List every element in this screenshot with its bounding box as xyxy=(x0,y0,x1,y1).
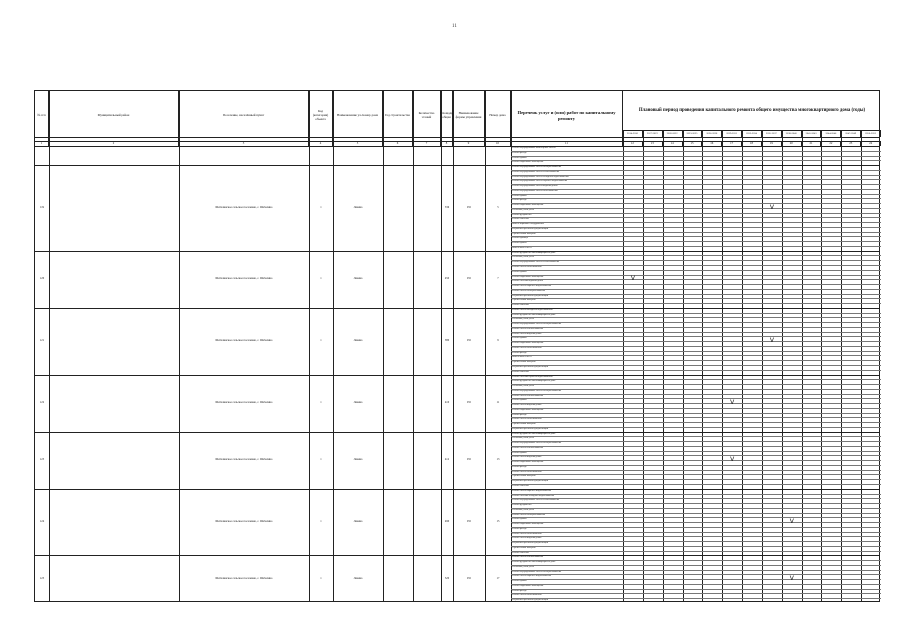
column-number: 10 xyxy=(485,141,511,146)
work-item: Ремонт систем газоснабжения xyxy=(512,470,542,473)
year-header: 2014-2016 xyxy=(623,131,643,137)
work-item: Ремонт отмостки xyxy=(512,551,529,554)
work-item: Ремонт внутридомовых систем электроснабжения xyxy=(512,570,562,573)
column-number: 12 xyxy=(623,141,643,146)
cell-area: 490 xyxy=(444,520,450,524)
work-item: Ремонт отмостки xyxy=(512,218,529,221)
year-header: 2017-2019 xyxy=(643,131,663,137)
work-item: Ремонт внутридомовых систем холодного водоснабжения xyxy=(512,175,569,178)
cell-house: 13 xyxy=(496,458,500,462)
work-item: Ремонт крыльца xyxy=(512,237,528,240)
cell-settlement: Шебалинское сельское поселение, с. Шебалино xyxy=(215,277,273,281)
work-item: Ремонт подвальных помещений xyxy=(512,342,544,345)
cell-house: 7 xyxy=(497,277,499,281)
cell-house: 5 xyxy=(497,205,499,209)
work-item: Разработка проектной документации xyxy=(512,294,549,297)
work-item: Ремонт внутридомовых систем электроснабжения xyxy=(512,442,562,445)
column-number: 17 xyxy=(722,141,742,146)
work-item: Разработка проектной документации xyxy=(512,480,549,483)
header-year: Год строительства xyxy=(383,91,413,141)
page-number: 11 xyxy=(452,24,457,29)
column-number: 14 xyxy=(663,141,683,146)
work-item: Ремонт фундамента многоквартирного дома xyxy=(512,251,556,254)
planned-period-mark: V xyxy=(730,456,735,464)
work-item: Установка узлов учёта xyxy=(512,256,534,259)
column-number: 2 xyxy=(49,141,179,146)
work-item: Замена окон в МОП xyxy=(512,356,532,359)
cell-form: РО xyxy=(467,401,471,405)
column-number: 7 xyxy=(413,141,441,146)
header-plan-period: Плановый период проведения капитального ремонта общего имущества многоквартирного дома (годы) xyxy=(623,91,881,131)
work-item: Замена лифтового оборудования xyxy=(512,223,544,226)
work-item: Замена окон в МОП xyxy=(512,246,532,249)
work-item: Строительный контроль xyxy=(512,423,536,426)
cell-settlement: Шебалинское сельское поселение, с. Шебалино xyxy=(215,205,273,209)
cell-no: 125 xyxy=(39,577,45,581)
year-header: 2032-2034 xyxy=(742,131,762,137)
cell-settlement: Шебалинское сельское поселение, с. Шебалино xyxy=(215,577,273,581)
planned-period-mark: V xyxy=(630,275,636,283)
work-item: Ремонт фундамента xyxy=(512,213,532,216)
column-number: 11 xyxy=(511,141,623,146)
column-number: 15 xyxy=(683,141,703,146)
cell-no: 123 xyxy=(39,458,45,462)
work-item: Ремонт внутридомовых систем электроснабжения xyxy=(512,323,562,326)
work-item: Ремонт системы водоотведения xyxy=(512,280,543,283)
year-header: 2047-2049 xyxy=(841,131,861,137)
work-item: Ремонт подвальных помещений xyxy=(512,204,544,207)
column-number: 8 xyxy=(441,141,453,146)
work-item: Ремонт внутридомовых инженерных систем xyxy=(512,147,556,149)
year-header: 2023-2025 xyxy=(683,131,703,137)
column-number: 3 xyxy=(179,141,309,146)
cell-area: 520 xyxy=(444,577,450,581)
cell-form: РО xyxy=(467,277,471,281)
work-item: Установка узлов учёта xyxy=(512,565,534,568)
work-item: Ремонт систем газоснабжения xyxy=(512,594,542,597)
work-item: Ремонт систем водоотведения xyxy=(512,456,542,459)
work-item: Ремонт фасада xyxy=(512,413,527,416)
cell-no: 124 xyxy=(39,520,45,524)
work-item: Установка узлов учёта xyxy=(512,508,534,511)
column-number: 13 xyxy=(643,141,663,146)
work-item: Ремонт системы холодного водоснабжения xyxy=(512,494,555,497)
work-item: Разработка проектной документации xyxy=(512,599,549,602)
cell-house: 17 xyxy=(496,577,500,581)
work-item: Ремонт крыши xyxy=(512,580,527,583)
cell-form: РО xyxy=(467,577,471,581)
work-item: Разработка проектной документации xyxy=(512,542,549,545)
header-works: Перечень услуг и (или) работ по капитальному ремонту xyxy=(511,91,623,141)
work-item: Ремонт подвальных помещений xyxy=(512,523,544,526)
planned-period-mark: V xyxy=(769,203,774,211)
column-number: 4 xyxy=(309,141,333,146)
year-header: 2020-2022 xyxy=(663,131,683,137)
work-item: Разработка проектной документации xyxy=(512,227,549,230)
year-header: 2044-2046 xyxy=(821,131,841,137)
work-item: Ремонт фундамента многоквартирного дома xyxy=(512,380,556,383)
work-item: Ремонт систем электроснабжения xyxy=(512,513,546,516)
column-number: 16 xyxy=(702,141,722,146)
work-item: Ремонт систем водоотведения xyxy=(512,332,542,335)
work-item: Ремонт систем теплоснабжения xyxy=(512,327,544,330)
header-floors: Количество этажей xyxy=(413,91,441,141)
work-item: Ремонт систем теплоснабжения xyxy=(512,446,544,449)
cell-form: РО xyxy=(467,458,471,462)
work-item: Строительный контроль xyxy=(512,546,536,549)
work-item: Ремонт крыши xyxy=(512,451,527,454)
cell-code: 1 xyxy=(320,205,322,209)
column-number: 20 xyxy=(782,141,802,146)
work-item: Ремонт фасада xyxy=(512,351,527,354)
work-item: Установка узлов учёта xyxy=(512,208,534,211)
cell-settlement: Шебалинское сельское поселение, с. Шебалино xyxy=(215,458,273,462)
year-header: 2029-2031 xyxy=(722,131,742,137)
cell-house: 15 xyxy=(496,520,500,524)
cell-street: Ленина xyxy=(353,401,363,405)
cell-area: 410 xyxy=(444,401,450,405)
work-item: Установка узлов учёта xyxy=(512,385,534,388)
cell-area: 380 xyxy=(444,339,450,343)
column-number: 21 xyxy=(802,141,822,146)
header-code: Код (категория) объекта xyxy=(309,91,333,141)
cell-code: 1 xyxy=(320,458,322,462)
cell-no: 121 xyxy=(39,339,45,343)
work-item: Ремонт внутридомовых систем газоснабжения xyxy=(512,189,558,192)
column-number: 19 xyxy=(762,141,782,146)
cell-area: 336 xyxy=(444,205,450,209)
work-item: Ремонт систем горячего водоснабжения xyxy=(512,489,552,492)
work-item: Ремонт фасада xyxy=(512,527,527,530)
work-item: Ремонт систем газоснабжения xyxy=(512,418,542,421)
work-item: Ремонт систем горячего водоснабжения xyxy=(512,575,552,578)
work-item: Ремонт фасада xyxy=(512,465,527,468)
work-item: Ремонт отмостки xyxy=(512,370,529,373)
cell-street: Ленина xyxy=(353,458,363,462)
cell-code: 1 xyxy=(320,401,322,405)
cell-code: 1 xyxy=(320,339,322,343)
header-street: Наименование ул./номер дома xyxy=(333,91,383,141)
column-number: 18 xyxy=(742,141,762,146)
cell-settlement: Шебалинское сельское поселение, с. Шебалино xyxy=(215,401,273,405)
work-item: Ремонт фундамента многоквартирного дома xyxy=(512,313,556,316)
column-number: 6 xyxy=(383,141,413,146)
header-number: № п/п xyxy=(35,91,49,141)
planned-period-mark: V xyxy=(730,399,735,407)
cell-no: 122 xyxy=(39,401,45,405)
work-item: Ремонт фундамента многоквартирного дома xyxy=(512,561,556,564)
work-item: Ремонт крыши xyxy=(512,337,527,340)
cell-code: 1 xyxy=(320,277,322,281)
work-item: Ремонт фундамента многоквартирного дома xyxy=(512,432,556,435)
cell-street: Ленина xyxy=(353,339,363,343)
work-item: Ремонт подвальных помещений xyxy=(512,461,544,464)
work-item: Ремонт подвальных помещений xyxy=(512,275,544,278)
work-item: Ремонт крыши xyxy=(512,518,527,521)
work-item: Установка узлов учёта xyxy=(512,437,534,440)
planned-period-mark: V xyxy=(789,518,794,526)
header-house: Номер дома xyxy=(485,91,511,141)
work-item: Ремонт систем газоснабжения xyxy=(512,266,542,268)
work-item: Ремонт подвальных помещений xyxy=(512,584,544,587)
work-item: Ремонт крыши xyxy=(512,194,527,197)
work-item: Ремонт систем водоотведения xyxy=(512,404,542,407)
year-header: 2050-2052 xyxy=(861,131,881,137)
work-item: Ремонт внутридомовых систем горячего водоснабжения xyxy=(512,180,568,183)
cell-house: 9 xyxy=(497,339,499,343)
cell-settlement: Шебалинское сельское поселение, с. Шебалино xyxy=(215,339,273,343)
header-form: Наименование формы управления xyxy=(453,91,485,141)
cell-code: 1 xyxy=(320,520,322,524)
work-item: Ремонт внутридомовых систем электроснабжения xyxy=(512,389,562,392)
year-header: 2035-2037 xyxy=(762,131,782,137)
work-item: Ремонт систем газоснабжения xyxy=(512,346,542,349)
cell-street: Ленина xyxy=(353,520,363,524)
work-item: Ремонт внутридомовых систем теплоснабжения xyxy=(512,499,560,502)
year-header: 2041-2043 xyxy=(802,131,822,137)
work-item: Ремонт фасада xyxy=(512,199,527,202)
work-item: Ремонт систем электроснабжения xyxy=(512,289,546,292)
work-item: Ремонт внутридомовых систем теплоснабжения xyxy=(512,170,560,173)
work-item: Ремонт систем холодного водоснабжения xyxy=(512,308,553,311)
work-item: Ремонт систем водоотведения xyxy=(512,537,542,540)
header-area: Площадь общая xyxy=(441,91,453,141)
work-item: Строительный контроль xyxy=(512,475,536,478)
cell-house: 11 xyxy=(496,401,500,405)
work-item: Ремонт внутридомовых систем теплоснабжения xyxy=(512,261,560,264)
header-district: Муниципальный район xyxy=(49,91,179,141)
work-item: Ремонт отмостки xyxy=(512,304,529,307)
cell-form: РО xyxy=(467,339,471,343)
work-item: Ремонт систем теплоснабжения xyxy=(512,556,544,559)
work-item: Строительный контроль xyxy=(512,299,536,302)
capital-repair-table xyxy=(34,90,880,602)
column-number: 23 xyxy=(841,141,861,146)
cell-street: Ленина xyxy=(353,277,363,281)
cell-area: 450 xyxy=(444,277,450,281)
work-item: Строительный контроль xyxy=(512,361,536,364)
cell-no: 119 xyxy=(39,205,45,209)
cell-street: Ленина xyxy=(353,577,363,581)
work-item: Ремонт внутридомовых систем водоотведения xyxy=(512,185,558,188)
cell-area: 412 xyxy=(444,458,450,462)
header-settlement: Поселение, населённый пункт xyxy=(179,91,309,141)
work-item: Ремонт фасада xyxy=(512,151,527,154)
work-item: Разработка проектной документации xyxy=(512,427,549,430)
work-item: Строительный контроль xyxy=(512,232,536,235)
work-item: Разработка проектной документации xyxy=(512,365,549,368)
work-item: Установка узлов учёта xyxy=(512,318,534,321)
work-item: Ремонт систем газоснабжения xyxy=(512,532,542,535)
year-header: 2026-2028 xyxy=(702,131,722,137)
work-item: Ремонт крыши xyxy=(512,399,527,402)
work-item: Ремонт отмостки xyxy=(512,484,529,487)
planned-period-mark: V xyxy=(769,337,774,345)
column-number: 24 xyxy=(861,141,881,146)
work-item: Ремонт систем теплоснабжения xyxy=(512,394,544,397)
work-item: Ремонт системы горячего водоснабжения xyxy=(512,375,553,378)
work-item: Ремонт систем горячего водоснабжения xyxy=(512,285,552,288)
work-item: Ремонт крыши xyxy=(512,156,527,159)
work-item: Ремонт внутридомовых систем электроснабжения xyxy=(512,166,562,169)
cell-form: РО xyxy=(467,205,471,209)
work-item: Ремонт фундамента xyxy=(512,504,532,507)
cell-street: Ленина xyxy=(353,205,363,209)
cell-form: РО xyxy=(467,520,471,524)
year-header: 2038-2040 xyxy=(782,131,802,137)
cell-no: 120 xyxy=(39,277,45,281)
work-item: Ремонт кровли xyxy=(512,242,527,245)
planned-period-mark: V xyxy=(789,575,794,583)
work-item: Ремонт крыши xyxy=(512,270,527,273)
column-number: 1 xyxy=(35,141,49,146)
column-number: 9 xyxy=(453,141,485,146)
work-item: Ремонт подвальных помещений xyxy=(512,408,544,411)
column-number: 5 xyxy=(333,141,383,146)
work-item: Ремонт фасада xyxy=(512,589,527,592)
cell-code: 1 xyxy=(320,577,322,581)
column-number: 22 xyxy=(821,141,841,146)
cell-settlement: Шебалинское сельское поселение, с. Шебалино xyxy=(215,520,273,524)
work-item: Ремонт подвальных помещений xyxy=(512,161,544,164)
